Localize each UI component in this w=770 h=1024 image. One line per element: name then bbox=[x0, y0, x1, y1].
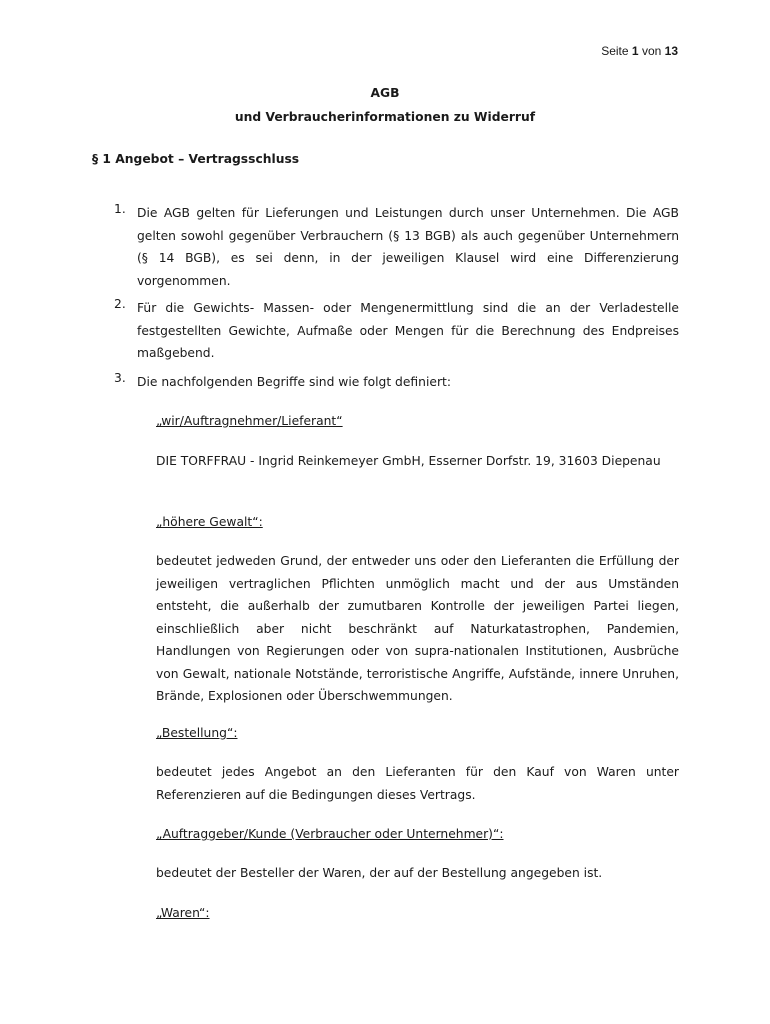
list-number: 1. bbox=[114, 202, 126, 216]
document-subtitle: und Verbraucherinformationen zu Widerruf bbox=[234, 110, 536, 124]
list-number: 2. bbox=[114, 297, 126, 311]
list-number: 3. bbox=[114, 371, 126, 385]
list-text: Für die Gewichts- Massen- oder Mengenermittlung sind die an der Verladestelle festgestellten Gewichte, Aufmaße oder Mengen für die Berechnung des Endpreises maßgebend. bbox=[137, 301, 679, 360]
page-current: 1 bbox=[631, 44, 639, 58]
definition-term: „höhere Gewalt“: bbox=[156, 515, 263, 529]
definition-text: DIE TORFFRAU - Ingrid Reinkemeyer GmbH, Esserner Dorfstr. 19, 31603 Diepenau bbox=[156, 454, 661, 468]
list-item bbox=[114, 202, 679, 292]
list-item bbox=[114, 297, 679, 365]
definition-term: „Auftraggeber/Kunde (Verbraucher oder Unternehmer)“: bbox=[156, 827, 504, 841]
definition-text: bedeutet der Besteller der Waren, der auf der Bestellung angegeben ist. bbox=[156, 866, 603, 880]
page-total: 13 bbox=[664, 44, 678, 58]
page-number bbox=[601, 44, 678, 58]
definition-text: bedeutet jedweden Grund, der entweder uns oder den Lieferanten die Erfüllung der jeweiligen vertraglichen Pflichten unmöglich macht und der aus Umständen entsteht, die außerhalb der zumutbaren Kontrolle der jeweiligen Partei liegen, einschließlich aber nicht beschränkt auf Naturkatastrophen, Pandemien, Handlungen von Regierungen oder von supra-nationalen Institutionen, Ausbrüche von Gewalt, nationale Notstände, terroristische Angriffe, Aufstände, innere Unruhen, Brände, Explosionen oder Überschwemmungen. bbox=[156, 554, 679, 703]
page-separator: von bbox=[641, 44, 662, 58]
section-heading: § 1 Angebot – Vertragsschluss bbox=[92, 152, 300, 166]
list-text: Die nachfolgenden Begriffe sind wie folgt definiert: bbox=[137, 375, 451, 389]
document-title: AGB bbox=[370, 86, 400, 100]
list-item bbox=[114, 371, 679, 394]
page-prefix: Seite bbox=[601, 44, 629, 58]
definition-term: „wir/Auftragnehmer/Lieferant“ bbox=[156, 414, 343, 428]
definition-term: „Bestellung“: bbox=[156, 726, 238, 740]
list-text: Die AGB gelten für Lieferungen und Leistungen durch unser Unternehmen. Die AGB gelten sowohl gegenüber Verbrauchern (§ 13 BGB) als auch gegenüber Unternehmern (§ 14 BGB), es sei denn, in der jeweiligen Klausel wird eine Differenzierung vorgenommen. bbox=[137, 206, 679, 288]
definition-text: bedeutet jedes Angebot an den Lieferanten für den Kauf von Waren unter Referenzieren auf die Bedingungen dieses Vertrags. bbox=[156, 765, 679, 802]
definition-term: „Waren“: bbox=[156, 906, 210, 920]
